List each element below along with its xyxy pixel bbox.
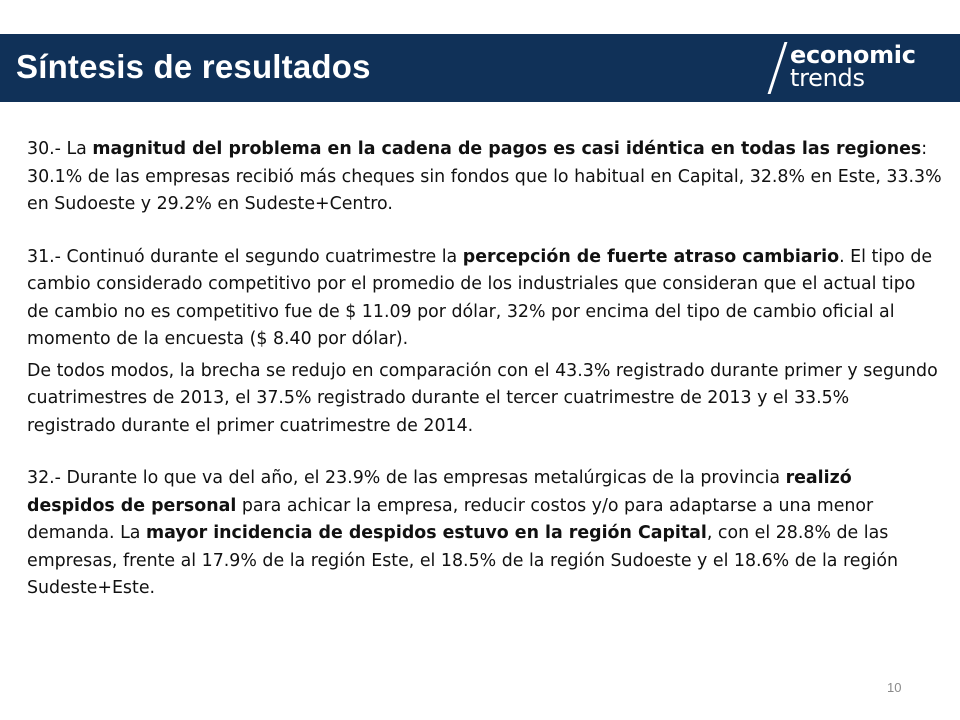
highlight-text: percepción de fuerte atraso cambiario <box>462 246 840 267</box>
page-number: 10 <box>887 680 902 695</box>
highlight-text: realizó despidos de personal <box>27 468 852 516</box>
paragraph-31: 31.- Continuó durante el segundo cuatrimestre la percepción de fuerte atraso cambiario. El tipo de cambio considerado competitivo por el promedio de los industriales que consideran que el actual tipo de cambio no es competitivo fue de $ 11.09 por dólar, 32% por encima del tipo de cambio oficial al momento de la encuesta ($ 8.40 por dólar). <box>27 246 933 349</box>
paragraph-30: 30.- La magnitud del problema en la cadena de pagos es casi idéntica en todas las regiones: 30.1% de las empresas recibió más cheques sin fondos que lo habitual en Capital, 32.8% en Este, 33.3% en Sudoeste y 29.2% en Sudeste+Centro. <box>27 139 942 214</box>
highlight-text: mayor incidencia de despidos estuvo en la región Capital <box>145 523 707 543</box>
logo-slash-mark <box>768 42 788 94</box>
page-title: Síntesis de resultados <box>16 48 371 85</box>
economic-trends-logo <box>774 39 950 99</box>
paragraph-31-continued: De todos modos, la brecha se redujo en comparación con el 43.3% registrado durante primer y segundo cuatrimestres de 2013, el 37.5% registrado durante el tercer cuatrimestre de 2013 y el 33.5% registrado durante el primer cuatrimestre de 2014. <box>27 360 938 436</box>
logo-text-economic: economic <box>790 41 916 69</box>
header-bar <box>0 34 960 102</box>
paragraph-32: 32.- Durante lo que va del año, el 23.9% de las empresas metalúrgicas de la provincia realizó despidos de personal para achicar la empresa, reducir costos y/o para adaptarse a una menor demanda. La mayor incidencia de despidos estuvo en la región Capital, con el 28.8% de las empresas, frente al 17.9% de la región Este, el 18.5% de la región Sudoeste y el 18.6% de la región Sudeste+Este. <box>27 468 898 598</box>
highlight-text: magnitud del problema en la cadena de pagos es casi idéntica en todas las regiones <box>92 139 922 159</box>
results-content <box>27 136 942 603</box>
logo-text-trends: trends <box>790 64 865 92</box>
